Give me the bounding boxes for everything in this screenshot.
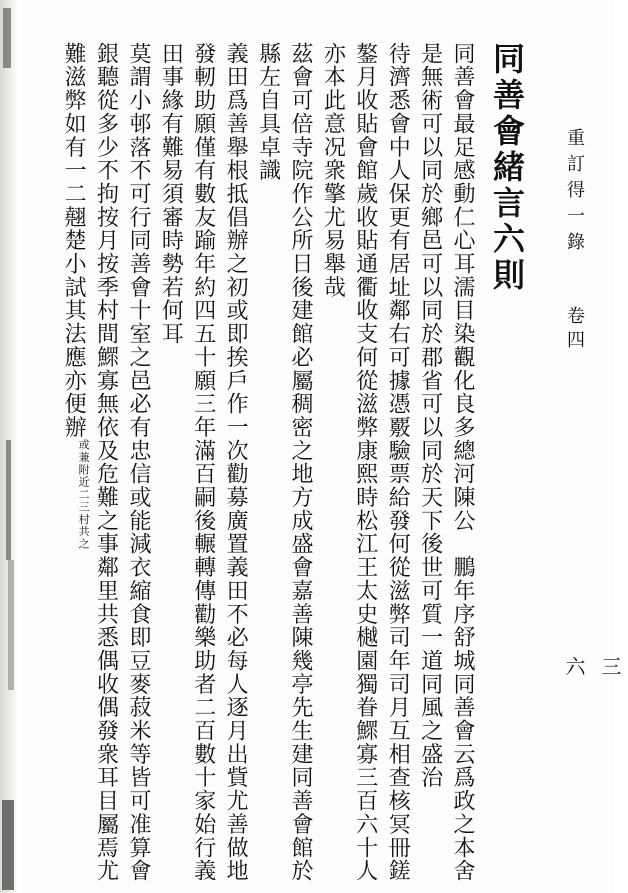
- book-title: 重訂得一錄: [564, 128, 585, 258]
- inline-note: [77, 438, 91, 551]
- scan-speck: [8, 560, 14, 690]
- text-column: 縣左自具卓識: [255, 42, 281, 183]
- text-column-body: 難滋弊如有一二翹楚小試其法應亦便辦: [61, 42, 87, 439]
- scan-speck: [3, 8, 11, 68]
- inline-note-line: 三村共之: [77, 500, 91, 551]
- running-head: [556, 128, 622, 688]
- text-column: 同善會最足感動仁心耳濡目染觀化良多總河陳公 鵬年序舒城同善會云爲政之本舍: [450, 42, 475, 883]
- chapter-heading: 同善會緒言六則: [488, 42, 526, 294]
- text-column: 鏊月收貼會館歲收貼通衢收支何從滋弊康熙時松江王太史樾園獨眷鰥寡三百六十人: [352, 42, 378, 883]
- text-column: 亦本此意况衆擎尤易舉哉: [320, 42, 346, 299]
- page-number: 三六: [562, 656, 622, 680]
- inline-note-line: 或兼附近二: [77, 438, 91, 501]
- scan-speck: [6, 440, 11, 560]
- text-column: 待濟悉會中人保更有居址鄰右可據憑覈驗票給發何從滋弊司年司月互相查核冥冊鎈: [385, 42, 411, 883]
- volume-label: 卷四: [564, 306, 585, 354]
- text-column: 田事緣有難易須審時勢若何耳: [158, 42, 184, 346]
- text-column: 銀聽從多少不拘按月按季村間鰥寡無依及危難之事鄰里共悉偶收偶發衆耳目屬焉尤: [93, 42, 119, 883]
- binding-edge: [0, 0, 18, 893]
- text-column: 發軔助願僅有數友踰年約四五十願三年滿百嗣後輾轉傳勸樂助者二百數十家始行義: [190, 42, 216, 883]
- main-text: [46, 42, 536, 882]
- text-column: 義田爲善舉根抵倡辦之初或即挨戶作一次勸募廣置義田不必每人逐月出貲尤善做地: [223, 42, 249, 883]
- text-column: 是無術可以同於鄉邑可以同於郡省可以同於天下後世可質一道同風之盛治: [417, 42, 443, 790]
- text-column: 莫謂小邨落不可行同善會十室之邑必有忠信或能減衣縮食即豆麥菽米等皆可准算會: [125, 42, 151, 883]
- text-column-last: [57, 42, 89, 882]
- scan-speck: [2, 800, 14, 890]
- text-column: 茲會可倍寺院作公所日後建館必屬稠密之地方成盛會嘉善陳幾亭先生建同善會館於: [287, 42, 313, 883]
